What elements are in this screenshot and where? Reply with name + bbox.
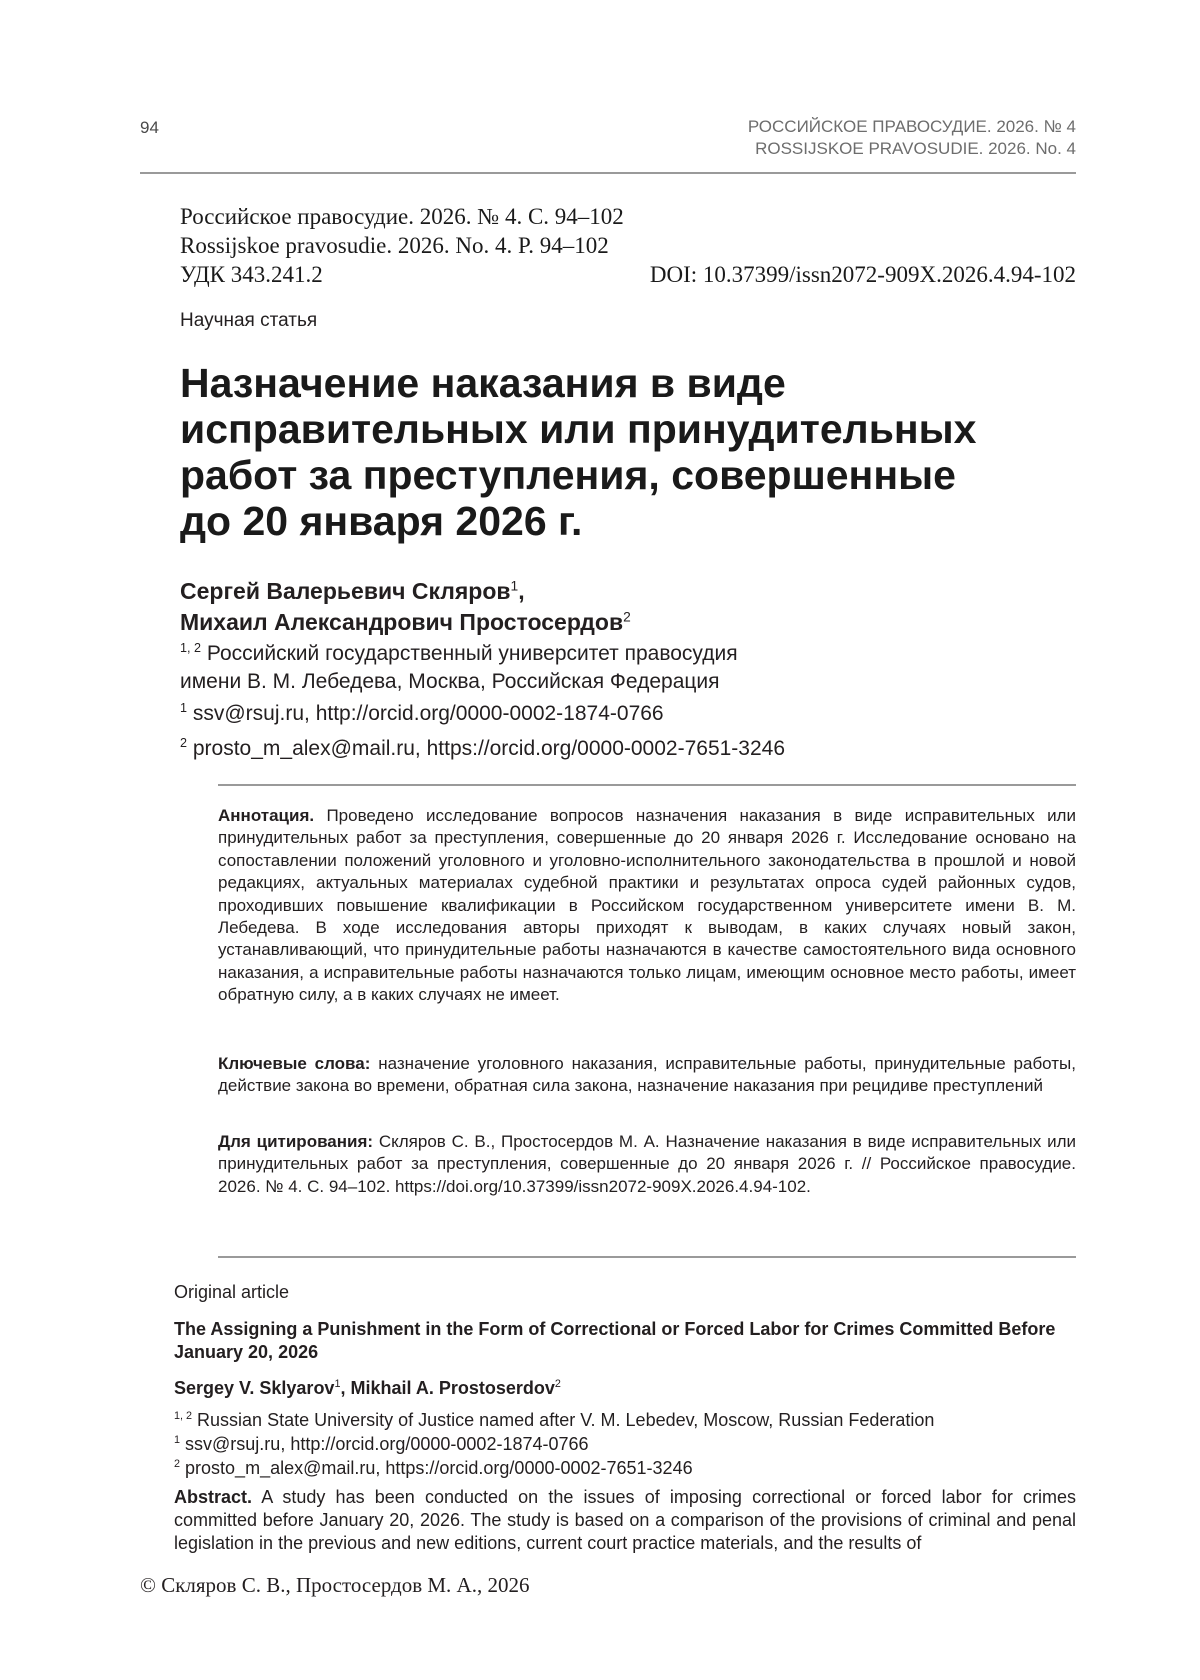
abstract-divider-top (218, 784, 1076, 786)
contact-author-2-en[interactable] (174, 1458, 693, 1479)
abstract-en (174, 1486, 1076, 1556)
author-1 (180, 576, 631, 607)
contact-text[interactable]: prosto_m_alex@mail.ru, https://orcid.org/0000-0002-7651-3246 (192, 737, 786, 760)
journal-name-en: ROSSIJSKOE PRAVOSUDIE. 2026. No. 4 (755, 139, 1076, 158)
authors-en (174, 1378, 561, 1399)
citation-text: Скляров С. В., Простосердов М. А. Назначение наказания в виде исправительных или принудительных работ за преступления, совершенные до 20 января 2026 г. // Российское правосудие. 2026. № 4. С. 94–102. https://doi.org/10.37399/issn2072-909X.2026.4.94-102. (218, 1132, 1076, 1196)
contact-text[interactable]: prosto_m_alex@mail.ru, https://orcid.org/0000-0002-7651-3246 (185, 1458, 693, 1478)
abstract-text: Проведено исследование вопросов назначения наказания в виде исправительных или принудительных работ за преступления, совершенные до 20 января 2026 г. Исследование основано на сопоставлении положений уголовного и уголовно-исполнительного законодательства в прошлой и новой редакциях, актуальных материалах судебной практики и результатах опроса судей районных судов, проходивших повышение квалификации в Российском государственном университете имени В. М. Лебедева. В ходе исследования авторы приходят к выводам, в каких случаях новый закон, устанавливающий, что принудительные работы назначаются в качестве самостоятельного вида основного наказания, а исправительные работы назначаются только лицам, имеющим основное место работы, имеет обратную силу, а в каких случаях не имеет. (218, 806, 1076, 1005)
title-line: работ за преступления, совершенные (180, 452, 956, 498)
author-name: Михаил Александрович Простосердов (180, 609, 624, 635)
article-title-ru (180, 360, 1080, 544)
affiliation-mark: 1 (180, 701, 188, 715)
authors-ru (180, 576, 631, 638)
contact-author-1[interactable] (180, 702, 664, 726)
keywords-ru (218, 1053, 1076, 1098)
abstract-label: Abstract. (174, 1487, 253, 1507)
article-type-ru: Научная статья (180, 310, 318, 331)
bibliographic-block (180, 202, 1076, 289)
udc-code: УДК 343.241.2 (180, 262, 323, 287)
abstract-divider-bottom (218, 1256, 1076, 1258)
author-name: Mikhail A. Prostoserdov (350, 1378, 555, 1398)
header-divider (140, 172, 1076, 174)
contact-author-1-en[interactable] (174, 1434, 589, 1455)
article-type-en: Original article (174, 1282, 290, 1302)
title-line: Назначение наказания в виде (180, 360, 786, 406)
affiliation-text: Russian State University of Justice named after V. M. Lebedev, Moscow, Russian Federation (197, 1410, 935, 1430)
affiliation-marks: 1, 2 (174, 1410, 193, 1422)
author-separator: , (340, 1378, 351, 1398)
affiliation-text: Российский государственный университет правосудия (206, 642, 738, 665)
abstract-ru (218, 805, 1076, 1007)
contact-text[interactable]: ssv@rsuj.ru, http://orcid.org/0000-0002-1874-0766 (192, 702, 664, 725)
running-head (748, 116, 1076, 160)
affiliation-mark: 1 (510, 578, 519, 594)
article-title-en: The Assigning a Punishment in the Form of Correctional or Forced Labor for Crimes Committed Before January 20, 2026 (174, 1319, 1056, 1362)
author-name: Sergey V. Sklyarov (174, 1378, 335, 1398)
author-name: Сергей Валерьевич Скляров (180, 578, 511, 604)
abstract-text: A study has been conducted on the issues of imposing correctional or forced labor for crimes committed before January 20, 2026. The study is based on a comparison of the provisions of criminal and penal legislation in the previous and new editions, current court practice materials, and the results of (174, 1487, 1076, 1553)
affiliation-line (180, 640, 738, 668)
affiliation-en (174, 1410, 934, 1431)
doi-link[interactable]: DOI: 10.37399/issn2072-909X.2026.4.94-102 (649, 262, 1076, 287)
author-separator: , (518, 578, 525, 604)
title-line: до 20 января 2026 г. (180, 498, 583, 544)
journal-name-ru: РОССИЙСКОЕ ПРАВОСУДИЕ. 2026. № 4 (747, 117, 1076, 136)
keywords-label: Ключевые слова: (218, 1054, 371, 1073)
affiliation-marks: 1, 2 (180, 641, 202, 655)
contact-author-2[interactable] (180, 737, 785, 761)
abstract-label: Аннотация. (218, 806, 315, 825)
author-2 (180, 607, 631, 638)
affiliation-mark: 2 (623, 609, 631, 625)
affiliation-mark: 2 (174, 1458, 181, 1470)
affiliation-line: имени В. М. Лебедева, Москва, Российская Федерация (180, 670, 720, 693)
citation-label: Для цитирования: (218, 1132, 374, 1151)
keywords-text: назначение уголовного наказания, исправительные работы, принудительные работы, действие закона во времени, обратная сила закона, назначение наказания при рецидиве преступлений (218, 1054, 1076, 1096)
contact-text[interactable]: ssv@rsuj.ru, http://orcid.org/0000-0002-1874-0766 (185, 1434, 589, 1454)
reference-en: Rossijskoe pravosudie. 2026. No. 4. P. 94–102 (180, 233, 609, 258)
affiliation-mark: 2 (554, 1378, 561, 1390)
copyright-notice: © Скляров С. В., Простосердов М. А., 2026 (140, 1573, 530, 1597)
affiliation-mark: 1 (334, 1378, 341, 1390)
page-number: 94 (140, 118, 159, 137)
reference-ru: Российское правосудие. 2026. № 4. С. 94–102 (180, 204, 624, 229)
affiliation-ru (180, 640, 738, 696)
title-line: исправительных или принудительных (180, 406, 977, 452)
citation-ru (218, 1131, 1076, 1198)
affiliation-mark: 2 (180, 736, 188, 750)
affiliation-mark: 1 (174, 1434, 181, 1446)
